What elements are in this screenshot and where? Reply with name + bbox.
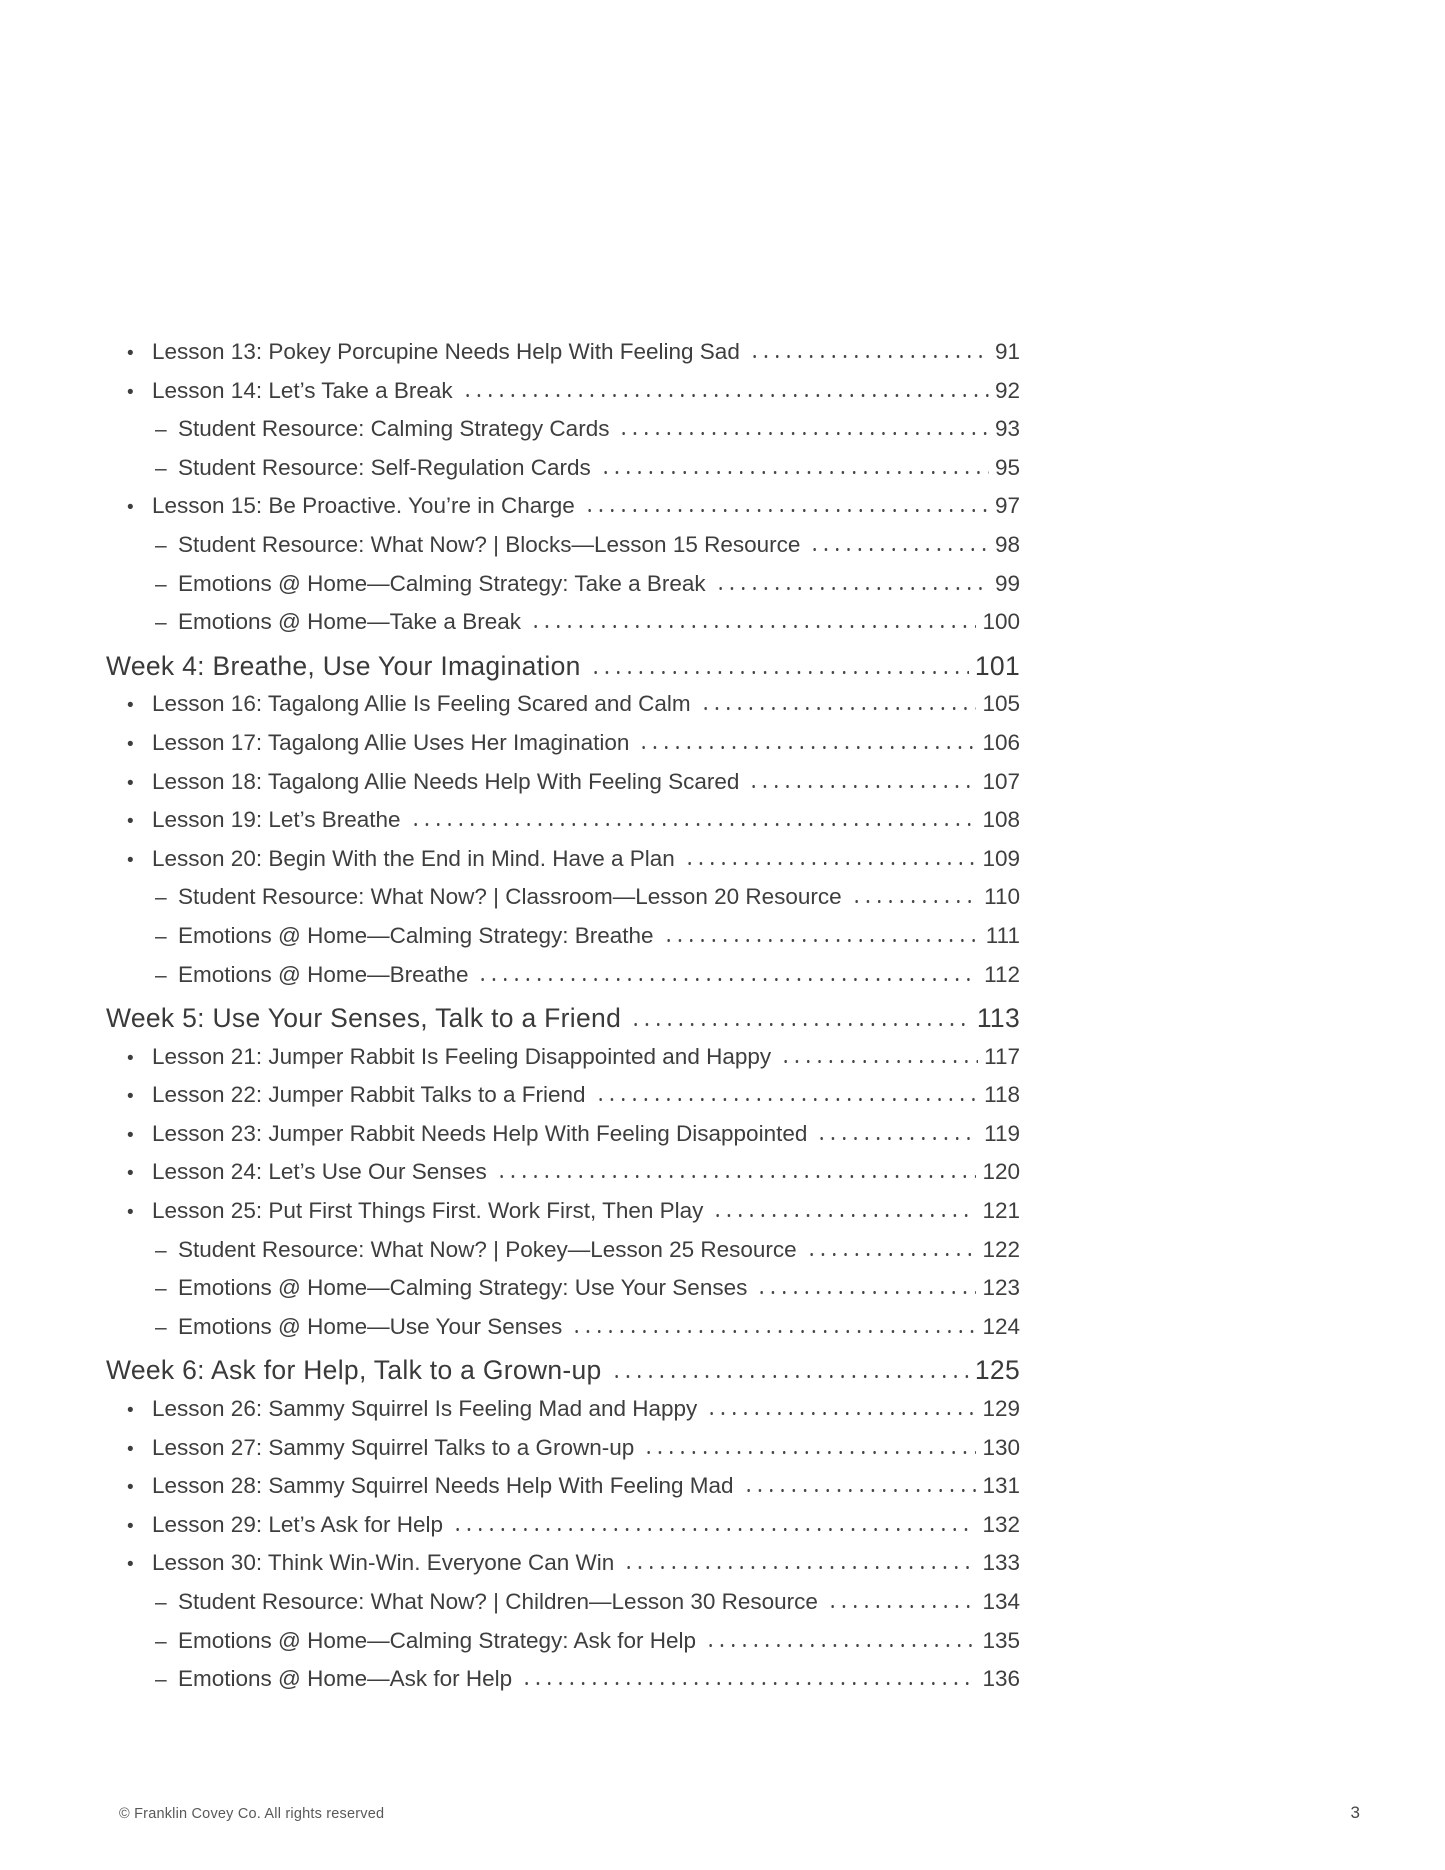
toc-entry-label: Week 5: Use Your Senses, Talk to a Friend xyxy=(106,1003,622,1034)
dot-leader xyxy=(698,706,977,711)
toc-entry-resource xyxy=(106,878,1020,917)
dot-leader xyxy=(616,431,989,436)
bullet-icon: • xyxy=(127,849,134,871)
toc-entry-label: Week 4: Breathe, Use Your Imagination xyxy=(106,650,581,681)
dash-icon: – xyxy=(155,572,167,596)
dot-leader xyxy=(528,624,976,629)
toc-entry-lesson xyxy=(106,1467,1020,1506)
toc-entry-label: Emotions @ Home—Calming Strategy: Use Your Senses xyxy=(178,1275,748,1301)
toc-entry-page: 98 xyxy=(994,531,1020,557)
toc-entry-lesson xyxy=(106,840,1020,879)
toc-entry-page: 97 xyxy=(994,493,1020,519)
dash-icon: – xyxy=(155,1277,167,1301)
toc-entry-lesson xyxy=(106,801,1020,840)
toc-entry-label: Lesson 16: Tagalong Allie Is Feeling Scared and Calm xyxy=(152,691,691,717)
toc-entry-page: 131 xyxy=(982,1473,1020,1499)
toc-entry-page: 108 xyxy=(982,807,1020,833)
toc-entry-label: Lesson 24: Let’s Use Our Senses xyxy=(152,1159,487,1185)
toc-entry-label: Lesson 15: Be Proactive. You’re in Charge xyxy=(152,493,575,519)
dot-leader xyxy=(661,938,980,943)
toc-entry-resource xyxy=(106,565,1020,604)
bullet-icon: • xyxy=(127,1086,134,1108)
bullet-icon: • xyxy=(127,1124,134,1146)
copyright-notice: © Franklin Covey Co. All rights reserved xyxy=(119,1806,385,1822)
dot-leader xyxy=(519,1681,976,1686)
bullet-icon: • xyxy=(127,1515,134,1537)
dot-leader xyxy=(494,1174,977,1179)
toc-entry-page: 123 xyxy=(982,1275,1020,1301)
dot-leader xyxy=(814,1136,978,1141)
dot-leader xyxy=(825,1604,977,1609)
toc-entry-label: Lesson 30: Think Win-Win. Everyone Can Win xyxy=(152,1550,615,1576)
bullet-icon: • xyxy=(127,1400,134,1422)
toc-entry-lesson xyxy=(106,1429,1020,1468)
toc-entry-resource xyxy=(106,1269,1020,1308)
bullet-icon: • xyxy=(127,497,134,519)
dot-leader xyxy=(460,393,989,398)
toc-entry-page: 120 xyxy=(982,1159,1020,1185)
dot-leader xyxy=(807,547,989,552)
dot-leader xyxy=(747,354,989,359)
toc-entry-label: Lesson 23: Jumper Rabbit Needs Help With Feeling Disappointed xyxy=(152,1120,808,1146)
toc-entry-resource xyxy=(106,1622,1020,1661)
toc-entry-week xyxy=(106,1351,1020,1390)
dash-icon: – xyxy=(155,456,167,480)
toc-entry-lesson xyxy=(106,1390,1020,1429)
toc-entry-page: 121 xyxy=(982,1198,1020,1224)
toc-entry-page: 113 xyxy=(976,1003,1020,1034)
dot-leader xyxy=(641,1450,976,1455)
toc-entry-label: Emotions @ Home—Calming Strategy: Breathe xyxy=(178,922,654,948)
toc-entry-label: Student Resource: What Now? | Children—Lesson 30 Resource xyxy=(178,1589,818,1614)
toc-entry-page: 130 xyxy=(982,1434,1020,1460)
dot-leader xyxy=(703,1643,976,1648)
toc-entry-page: 135 xyxy=(982,1627,1020,1653)
toc-entry-label: Lesson 17: Tagalong Allie Uses Her Imagination xyxy=(152,729,630,755)
toc-entry-label: Student Resource: Self-Regulation Cards xyxy=(178,454,591,480)
bullet-icon: • xyxy=(127,1202,134,1224)
toc-entry-label: Emotions @ Home—Calming Strategy: Take a Break xyxy=(178,570,706,596)
toc-entry-label: Emotions @ Home—Take a Break xyxy=(178,609,521,635)
toc-entry-label: Lesson 13: Pokey Porcupine Needs Help With Feeling Sad xyxy=(152,339,740,364)
toc xyxy=(106,333,1020,1699)
toc-entry-lesson xyxy=(106,487,1020,526)
dot-leader xyxy=(593,1097,979,1102)
toc-entry-page: 109 xyxy=(982,845,1020,871)
toc-entry-lesson xyxy=(106,1153,1020,1192)
dot-leader xyxy=(778,1059,978,1064)
toc-entry-page: 117 xyxy=(984,1043,1020,1069)
toc-entry-lesson xyxy=(106,1115,1020,1154)
toc-entry-page: 111 xyxy=(985,922,1020,948)
toc-entry-label: Lesson 19: Let’s Breathe xyxy=(152,807,401,833)
dash-icon: – xyxy=(155,886,167,910)
bullet-icon: • xyxy=(127,1163,134,1185)
dash-icon: – xyxy=(155,1629,167,1653)
dash-icon: – xyxy=(155,1315,167,1339)
toc-entry-label: Student Resource: What Now? | Classroom—Lesson 20 Resource xyxy=(178,884,842,910)
bullet-icon: • xyxy=(127,343,134,364)
dot-leader xyxy=(628,1022,971,1027)
toc-entry-lesson xyxy=(106,724,1020,763)
toc-entry-page: 100 xyxy=(982,609,1020,635)
toc-entry-resource xyxy=(106,1660,1020,1699)
toc-entry-page: 101 xyxy=(974,650,1020,681)
toc-entry-resource xyxy=(106,956,1020,995)
toc-entry-label: Student Resource: What Now? | Blocks—Lesson 15 Resource xyxy=(178,531,801,557)
toc-entry-label: Emotions @ Home—Calming Strategy: Ask for Help xyxy=(178,1627,697,1653)
toc-entry-lesson xyxy=(106,1506,1020,1545)
bullet-icon: • xyxy=(127,1047,134,1069)
bullet-icon: • xyxy=(127,1438,134,1460)
dot-leader xyxy=(682,861,977,866)
toc-entry-resource xyxy=(106,603,1020,642)
toc-entry-lesson xyxy=(106,1076,1020,1115)
dot-leader xyxy=(582,508,989,513)
bullet-icon: • xyxy=(127,1554,134,1576)
toc-entry-page: 133 xyxy=(982,1550,1020,1576)
toc-entry-lesson xyxy=(106,1544,1020,1583)
toc-entry-label: Lesson 27: Sammy Squirrel Talks to a Grown-up xyxy=(152,1434,635,1460)
toc-entry-page: 99 xyxy=(994,570,1020,596)
toc-entry-resource xyxy=(106,449,1020,488)
toc-entry-lesson xyxy=(106,1038,1020,1077)
dash-icon: – xyxy=(155,1238,167,1262)
toc-entry-label: Week 6: Ask for Help, Talk to a Grown-up xyxy=(106,1355,602,1386)
toc-entry-lesson xyxy=(106,372,1020,411)
toc-entry-resource xyxy=(106,1583,1020,1622)
toc-entry-label: Lesson 20: Begin With the End in Mind. Have a Plan xyxy=(152,845,675,871)
toc-entry-label: Student Resource: What Now? | Pokey—Lesson 25 Resource xyxy=(178,1236,797,1262)
toc-entry-page: 92 xyxy=(994,377,1020,403)
toc-entry-resource xyxy=(106,1231,1020,1270)
toc-entry-page: 125 xyxy=(974,1355,1020,1386)
dash-icon: – xyxy=(155,924,167,948)
toc-entry-resource xyxy=(106,1308,1020,1347)
dash-icon: – xyxy=(155,1591,167,1614)
dot-leader xyxy=(408,822,977,827)
dot-leader xyxy=(475,977,978,982)
toc-entry-label: Lesson 22: Jumper Rabbit Talks to a Friend xyxy=(152,1082,586,1108)
dash-icon: – xyxy=(155,418,167,442)
dot-leader xyxy=(598,470,989,475)
dot-leader xyxy=(804,1252,977,1257)
toc-entry-page: 95 xyxy=(994,454,1020,480)
toc-entry-label: Lesson 25: Put First Things First. Work First, Then Play xyxy=(152,1198,704,1224)
page-number: 3 xyxy=(1350,1803,1360,1822)
toc-entry-label: Lesson 18: Tagalong Allie Needs Help With Feeling Scared xyxy=(152,768,740,794)
dot-leader xyxy=(621,1565,976,1570)
bullet-icon: • xyxy=(127,1477,134,1499)
toc-entry-page: 91 xyxy=(994,339,1020,364)
toc-entry-label: Emotions @ Home—Breathe xyxy=(178,961,469,987)
toc-entry-page: 106 xyxy=(982,729,1020,755)
toc-entry-label: Lesson 14: Let’s Take a Break xyxy=(152,377,453,403)
toc-entry-page: 105 xyxy=(982,691,1020,717)
toc-entry-page: 134 xyxy=(982,1589,1020,1614)
dot-leader xyxy=(713,586,989,591)
toc-entry-page: 110 xyxy=(984,884,1020,910)
dot-leader xyxy=(636,745,976,750)
toc-entry-page: 132 xyxy=(982,1511,1020,1537)
toc-entry-page: 136 xyxy=(982,1666,1020,1692)
dot-leader xyxy=(704,1411,976,1416)
toc-entry-week xyxy=(106,999,1020,1038)
toc-entry-resource xyxy=(106,917,1020,956)
bullet-icon: • xyxy=(127,695,134,717)
bullet-icon: • xyxy=(127,772,134,794)
toc-entry-page: 129 xyxy=(982,1396,1020,1422)
toc-entry-resource xyxy=(106,410,1020,449)
dot-leader xyxy=(849,899,978,904)
toc-entry-lesson xyxy=(106,1192,1020,1231)
toc-entry-page: 93 xyxy=(994,416,1020,442)
dot-leader xyxy=(450,1527,976,1532)
dot-leader xyxy=(609,1374,969,1379)
dash-icon: – xyxy=(155,611,167,635)
dot-leader xyxy=(588,670,969,675)
toc-entry-lesson xyxy=(106,763,1020,802)
bullet-icon: • xyxy=(127,811,134,833)
toc-entry-page: 124 xyxy=(982,1313,1020,1339)
toc-entry-week xyxy=(106,647,1020,686)
bullet-icon: • xyxy=(127,733,134,755)
toc-entry-page: 118 xyxy=(984,1082,1020,1108)
toc-entry-label: Student Resource: Calming Strategy Cards xyxy=(178,416,610,442)
toc-entry-page: 112 xyxy=(984,961,1020,987)
dash-icon: – xyxy=(155,533,167,557)
dot-leader xyxy=(746,784,976,789)
toc-entry-lesson xyxy=(106,333,1020,372)
toc-entry-label: Lesson 26: Sammy Squirrel Is Feeling Mad and Happy xyxy=(152,1396,698,1422)
toc-entry-page: 107 xyxy=(982,768,1020,794)
toc-entry-label: Lesson 29: Let’s Ask for Help xyxy=(152,1511,444,1537)
dot-leader xyxy=(754,1290,976,1295)
toc-entry-lesson xyxy=(106,685,1020,724)
bullet-icon: • xyxy=(127,381,134,403)
toc-entry-page: 122 xyxy=(982,1236,1020,1262)
toc-entry-label: Lesson 21: Jumper Rabbit Is Feeling Disappointed and Happy xyxy=(152,1043,772,1069)
toc-entry-label: Lesson 28: Sammy Squirrel Needs Help With Feeling Mad xyxy=(152,1473,734,1499)
toc-entry-page: 119 xyxy=(984,1120,1020,1146)
toc-entry-resource xyxy=(106,526,1020,565)
dot-leader xyxy=(741,1488,977,1493)
toc-entry-label: Emotions @ Home—Use Your Senses xyxy=(178,1313,563,1339)
dash-icon: – xyxy=(155,1668,167,1692)
dot-leader xyxy=(569,1329,976,1334)
toc-entry-label: Emotions @ Home—Ask for Help xyxy=(178,1666,513,1692)
dash-icon: – xyxy=(155,963,167,987)
dot-leader xyxy=(710,1213,976,1218)
